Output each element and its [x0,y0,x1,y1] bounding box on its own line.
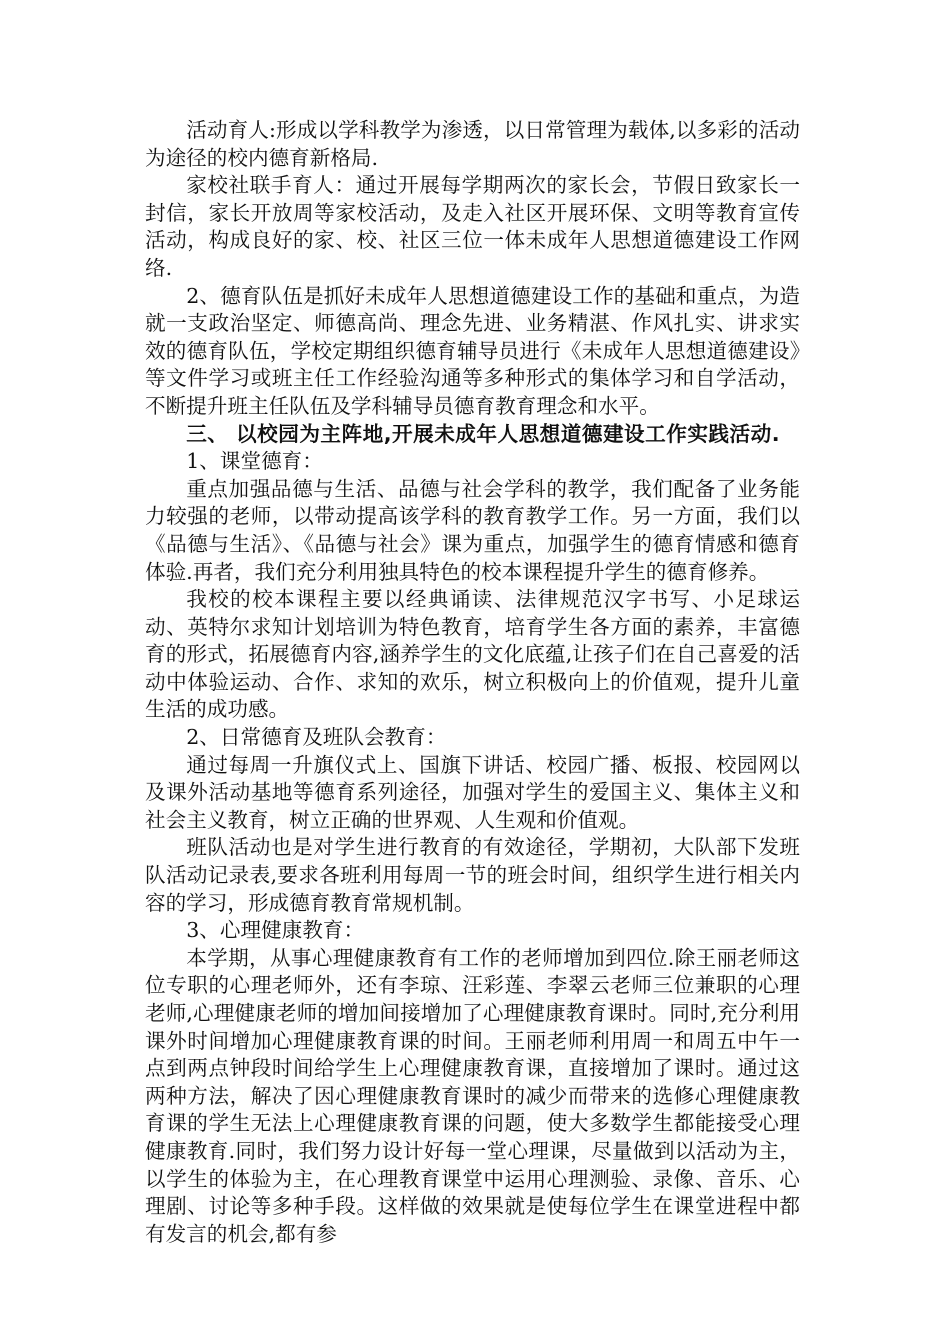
paragraph-home-school-community: 家校社联手育人：通过开展每学期两次的家长会，节假日致家长一封信，家长开放周等家校活动，及走入社区开展环保、文明等教育宣传活动，构成良好的家、校、社区三位一体未成年人思想道德建设工作网络. [145,173,800,280]
section-heading: 三、 以校园为主阵地,开展未成年人思想道德建设工作实践活动. [186,421,781,446]
paragraph-activity-education: 活动育人:形成以学科教学为渗透，以日常管理为载体,以多彩的活动为途径的校内德育新格局. [145,118,800,170]
subheading-classroom-moral: 1、课堂德育： [186,449,323,474]
paragraph-flag-ceremony: 通过每周一升旗仪式上、国旗下讲话、校园广播、板报、校园网以及课外活动基地等德育系列途径，加强对学生的爱国主义、集体主义和社会主义教育，树立正确的世界观、人生观和价值观。 [145,752,800,832]
subheading-daily-moral: 2、日常德育及班队会教育： [186,725,447,750]
document-page [145,117,800,1248]
subheading-mental-health: 3、心理健康教育： [186,918,365,943]
paragraph-school-curriculum: 我校的校本课程主要以经典诵读、法律规范汉字书写、小足球运动、英特尔求知计划培训为特色教育，培育学生各方面的素养，丰富德育的形式，拓展德育内容,涵养学生的文化底蕴,让孩子们在自己喜爱的活动中体验运动、合作、求知的欢乐，树立积极向上的价值观，提升儿童生活的成功感。 [145,587,800,722]
paragraph-class-activities: 班队活动也是对学生进行教育的有效途径，学期初，大队部下发班队活动记录表,要求各班利用每周一节的班会时间，组织学生进行相关内容的学习，形成德育教育常规机制。 [145,835,800,915]
paragraph-classroom-moral: 重点加强品德与生活、品德与社会学科的教学，我们配备了业务能力较强的老师，以带动提高该学科的教育教学工作。另一方面，我们以《品德与生活》、《品德与社会》课为重点，加强学生的德育情感和德育体验.再者，我们充分利用独具特色的校本课程提升学生的德育修养。 [145,476,800,584]
paragraph-mental-health: 本学期，从事心理健康教育有工作的老师增加到四位.除王丽老师这位专职的心理老师外，还有李琼、汪彩莲、李翠云老师三位兼职的心理老师,心理健康老师的增加间接增加了心理健康教育课时。同时,充分利用课外时间增加心理健康教育课的时间。王丽老师利用周一和周五中午一点到两点钟段时间给学生上心理健康教育课，直接增加了课时。通过这两种方法，解决了因心理健康教育课时的减少而带来的选修心理健康教育课的学生无法上心理健康教育课的问题，使大多数学生都能接受心理健康教育.同时，我们努力设计好每一堂心理课，尽量做到以活动为主，以学生的体验为主，在心理教育课堂中运用心理测验、录像、音乐、心理剧、讨论等多种手段。这样做的效果就是使每位学生在课堂进程中都有发言的机会,都有参 [145,945,800,1246]
paragraph-moral-team: 2、德育队伍是抓好未成年人思想道德建设工作的基础和重点，为造就一支政治坚定、师德高尚、理念先进、业务精湛、作风扎实、讲求实效的德育队伍，学校定期组织德育辅导员进行《未成年人思想道德建设》等文件学习或班主任工作经验沟通等多种形式的集体学习和自学活动，不断提升班主任队伍及学科辅导员德育教育理念和水平。 [145,283,800,418]
